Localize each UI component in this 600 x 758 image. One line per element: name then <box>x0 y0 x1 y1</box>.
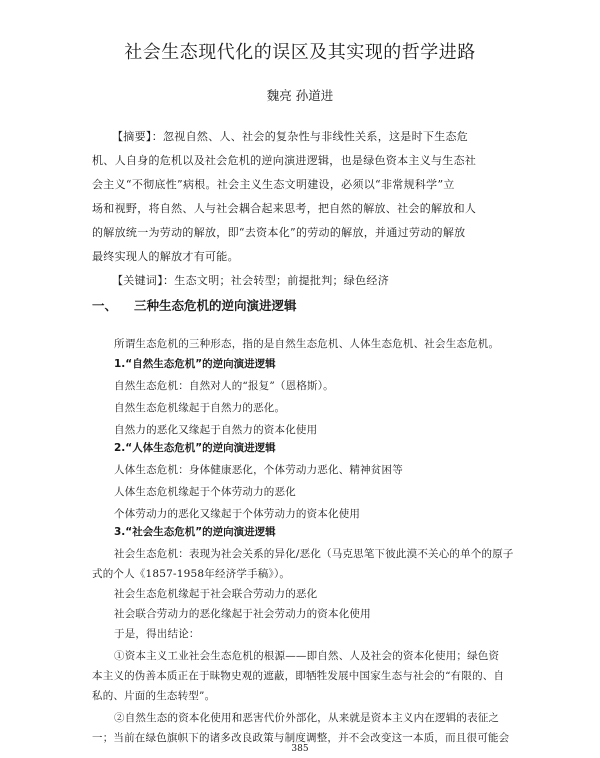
conclusion-line: ①资本主义工业社会生态危机的根源——即自然、人及社会的资本化使用；绿色资 <box>114 650 500 662</box>
conclusion-line: 一；当前在绿色旗帜下的诸多改良政策与制度调整，并不会改变这一本质，而且很可能会 <box>92 732 510 744</box>
conclusion-line: 本主义的伪善本质正在于昧物史观的遮蔽，即牺牲发展中国家生态与社会的“有限的、自 <box>92 670 505 682</box>
body-line: 自然力的恶化又缘起于自然力的资本化使用 <box>114 424 318 436</box>
abstract-line: 会主义“不彻底性”病根。社会主义生态文明建设，必须以“非常规科学”立 <box>92 178 455 191</box>
conclusion-line: 私的、片面的生态转型”。 <box>92 690 216 702</box>
body-line: 社会联合劳动力的恶化缘起于社会劳动力的资本化使用 <box>114 608 371 620</box>
abstract-line: 机、人自身的危机以及社会危机的逆向演进逻辑，也是绿色资本主义与生态社 <box>92 154 477 167</box>
subheading-3: 3.“社会生态危机”的逆向演进逻辑 <box>114 526 276 538</box>
subheading-1: 1.“自然生态危机”的逆向演进逻辑 <box>114 358 276 370</box>
body-line: 个体劳动力的恶化又缘起于个体劳动力的资本化使用 <box>114 508 361 520</box>
body-line: 自然生态危机缘起于自然力的恶化。 <box>114 402 286 414</box>
conclusion-line: ②自然生态的资本化使用和恶害代价外部化，从来就是资本主义内在逻辑的表征之 <box>114 712 500 724</box>
body-line: 社会生态危机：表现为社会关系的异化/恶化（马克思笔下彼此漠不关心的单个的原子 <box>114 548 514 560</box>
section-number: 一、 <box>92 298 118 313</box>
keywords: 【关键词】：生态文明；社会转型；前提批判；绿色经济 <box>112 274 389 287</box>
section-heading: 三种生态危机的逆向演进逻辑 <box>134 298 297 313</box>
subheading-2: 2.“人体生态危机”的逆向演进逻辑 <box>114 442 276 454</box>
abstract-line: 【摘要】：忽视自然、人、社会的复杂性与非线性关系，这是时下生态危 <box>112 130 469 143</box>
page-number: 385 <box>291 744 309 754</box>
body-line: 于是，得出结论： <box>114 628 200 640</box>
body-line: 社会生态危机缘起于社会联合劳动力的恶化 <box>114 588 318 600</box>
body-line: 人体生态危机缘起于个体劳动力的恶化 <box>114 486 296 498</box>
body-line: 自然生态危机：自然对人的“报复”（恩格斯）。 <box>114 380 334 392</box>
body-line: 人体生态危机：身体健康恶化，个体劳动力恶化、精神贫困等 <box>114 464 403 476</box>
abstract-line: 的解放统一为劳动的解放，即“去资本化”的劳动的解放，并通过劳动的解放 <box>92 226 466 239</box>
abstract-line: 最终实现人的解放才有可能。 <box>92 250 239 263</box>
body-line: 式的个人《1857-1958年经济学手稿》）。 <box>92 568 291 580</box>
authors: 魏亮 孙道进 <box>266 88 334 103</box>
abstract-line: 场和视野，将自然、人与社会耦合起来思考，把自然的解放、社会的解放和人 <box>92 202 477 215</box>
page-title: 社会生态现代化的误区及其实现的哲学进路 <box>124 42 476 63</box>
intro-paragraph: 所谓生态危机的三种形态，指的是自然生态危机、人体生态危机、社会生态危机。 <box>114 338 500 350</box>
